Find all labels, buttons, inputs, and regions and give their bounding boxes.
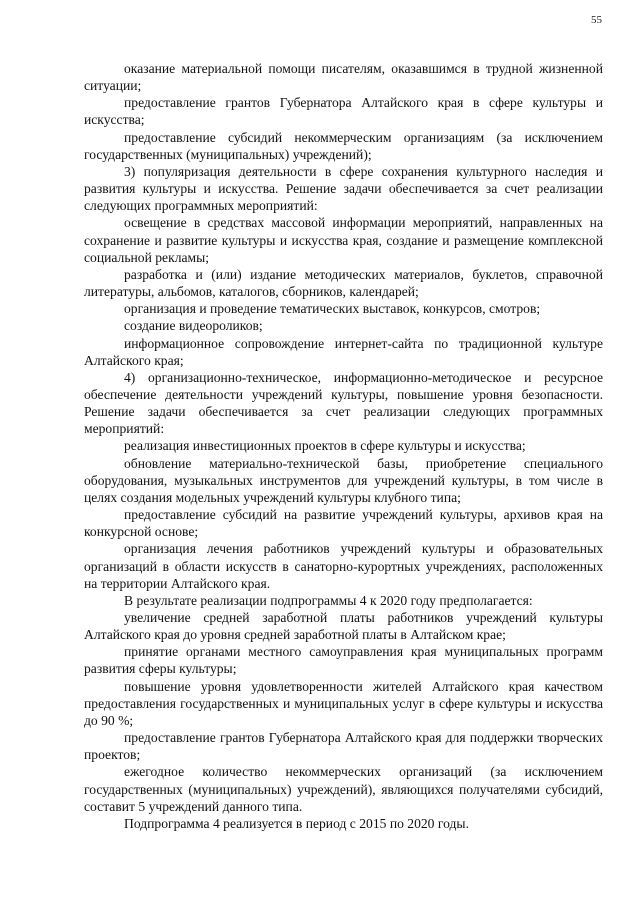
paragraph: организация лечения работников учреждений культуры и образовательных организаций в области искусств в санаторно-курортных учреждениях, расположенных на территории Алтайского края. — [84, 541, 603, 591]
paragraph: обновление материально-технической базы, приобретение специального оборудования, музыкальных инструментов для учреждений культуры, в том числе в целях создания модельных учреждений культуры клубного типа; — [84, 455, 603, 505]
paragraph: разработка и (или) издание методических материалов, буклетов, справочной литературы, альбомов, каталогов, сборников, календарей; — [84, 266, 603, 300]
paragraph: ежегодное количество некоммерческих организаций (за исключением государственных (муниципальных) учреждений), являющихся получателями субсидий, составит 5 учреждений данного типа. — [84, 764, 603, 814]
paragraph: реализация инвестиционных проектов в сфере культуры и искусства; — [124, 438, 526, 454]
paragraph: организация и проведение тематических выставок, конкурсов, смотров; — [124, 301, 541, 317]
paragraph: предоставление субсидий некоммерческим организациям (за исключением государственных (муниципальных) учреждений); — [84, 129, 603, 162]
paragraph: информационное сопровождение интернет-сайта по традиционной культуре Алтайского края; — [84, 335, 603, 368]
page-number: 55 — [591, 14, 602, 26]
paragraph: предоставление субсидий на развитие учреждений культуры, архивов края на конкурсной основе; — [84, 507, 603, 540]
paragraph: предоставление грантов Губернатора Алтайского края для поддержки творческих проектов; — [84, 730, 603, 763]
paragraph: В результате реализации подпрограммы 4 к 2020 году предполагается: — [124, 592, 533, 608]
paragraph: увеличение средней заработной платы работников учреждений культуры Алтайского края до уровня средней заработной платы в Алтайском крае; — [84, 610, 603, 643]
paragraph: 3) популяризация деятельности в сфере сохранения культурного наследия и развития культуры и искусства. Решение задачи обеспечивается за счет реализации следующих программных мероприятий: — [84, 163, 603, 214]
paragraph: предоставление грантов Губернатора Алтайского края в сфере культуры и искусства; — [84, 95, 603, 128]
document-body — [84, 60, 603, 832]
paragraph: Подпрограмма 4 реализуется в период с 2015 по 2020 годы. — [124, 815, 469, 831]
paragraph: 4) организационно-техническое, информационно-методическое и ресурсное обеспечение деятельности учреждений культуры, повышение уровня безопасности. Решение задачи обеспечивается за счет реализации следующих программных мероприятий: — [84, 369, 603, 437]
paragraph: принятие органами местного самоуправления края муниципальных программ развития сферы культуры; — [84, 644, 603, 677]
paragraph: освещение в средствах массовой информации мероприятий, направленных на сохранение и развитие культуры и искусства края, создание и размещение комплексной социальной рекламы; — [84, 215, 603, 265]
paragraph: повышение уровня удовлетворенности жителей Алтайского края качеством предоставления государственных и муниципальных услуг в сфере культуры и искусства до 90 %; — [84, 678, 603, 728]
paragraph: оказание материальной помощи писателям, оказавшимся в трудной жизненной ситуации; — [84, 61, 603, 94]
paragraph: создание видеороликов; — [124, 318, 263, 334]
